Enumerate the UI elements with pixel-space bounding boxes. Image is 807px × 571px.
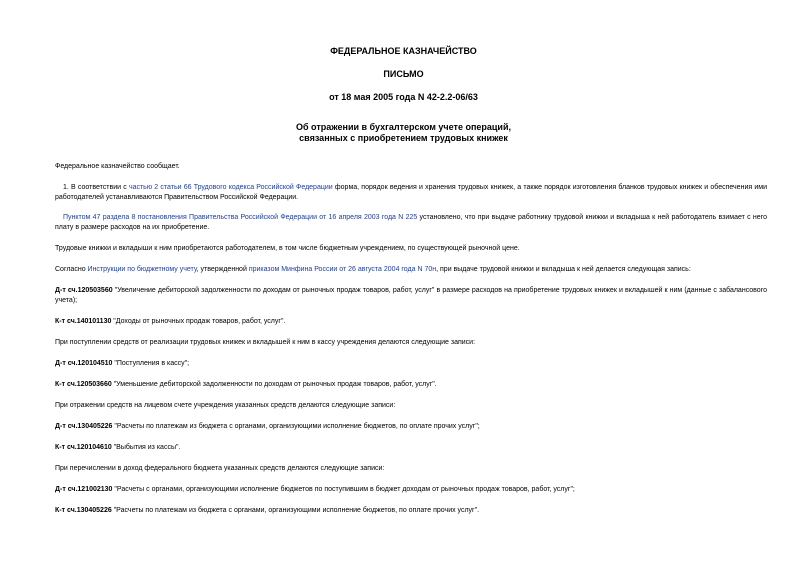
- paragraph-4-text-a: Согласно: [55, 266, 88, 273]
- government-decree-link[interactable]: Пунктом 47 раздела 8 постановления Правительства Российской Федерации от 16 апреля 2003 года N 225: [63, 214, 418, 221]
- doc-title-line-2: связанных с приобретением трудовых книжек: [299, 133, 508, 143]
- paragraph-2-text: установлено, что при выдаче работнику трудовой книжки и вкладыша к ней работодатель взимает с него плату в размере расходов на их приобретение.: [55, 214, 767, 231]
- org-name: ФЕДЕРАЛЬНОЕ КАЗНАЧЕЙСТВО: [330, 46, 477, 56]
- entry-1: [55, 286, 767, 306]
- entry-1-text: "Увеличение дебиторской задолженности по доходам от рыночных продаж товаров, работ, услуг" в размере расходов на приобретение трудовых книжек и вкладышей к ним (данные с забалансового учета);: [55, 287, 767, 304]
- paragraph-4-text-b: , утвержденной: [196, 266, 249, 273]
- paragraph-6-text: При отражении средств на лицевом счете учреждения указанных средств делаются следующие записи:: [55, 402, 396, 409]
- entry-7-text: "Расчеты с органами, организующими исполнение бюджетов по поступившим в бюджет доходам от рыночных продаж товаров, работ, услуг";: [112, 486, 575, 493]
- budget-instruction-link[interactable]: Инструкции по бюджетному учету: [87, 266, 197, 273]
- paragraph-1-text-a: 1. В соответствии с: [63, 184, 129, 191]
- paragraph-1: [55, 183, 767, 203]
- paragraph-1-text-b: форма, порядок ведения и хранения трудовых книжек, а также порядок изготовления бланков трудовых книжек и обеспечения ими работодателей устанавливаются Правительством Российской Федерации.: [55, 184, 767, 201]
- entry-1-account: Д-т сч.120503560: [55, 287, 113, 294]
- doc-date-number: от 18 мая 2005 года N 42-2.2-06/63: [329, 92, 478, 102]
- paragraph-5-text: При поступлении средств от реализации трудовых книжек и вкладышей к ним в кассу учреждения делаются следующие записи:: [55, 339, 476, 346]
- paragraph-6: [55, 401, 767, 411]
- entry-8-text: "Расчеты по платежам из бюджета с органами, организующими исполнение бюджетов, по оплате прочих услуг".: [111, 507, 480, 514]
- entry-6-account: К-т сч.120104610: [55, 444, 112, 451]
- entry-3-account: Д-т сч.120104510: [55, 360, 113, 367]
- entry-5: [55, 422, 767, 432]
- entry-4: [55, 380, 767, 390]
- paragraph-5: [55, 338, 767, 348]
- entry-5-account: Д-т сч.130405226: [55, 423, 113, 430]
- entry-8-account: К-т сч.130405226: [55, 507, 112, 514]
- doc-title-line-1: Об отражении в бухгалтерском учете операций,: [296, 122, 511, 132]
- labor-code-link[interactable]: частью 2 статьи 66 Трудового кодекса Российской Федерации: [128, 184, 333, 191]
- paragraph-4-text-c: , при выдаче трудовой книжки и вкладыша к ней делается следующая запись:: [436, 266, 691, 273]
- paragraph-2: [55, 213, 767, 233]
- entry-4-text: "Уменьшение дебиторской задолженности по доходам от рыночных продаж товаров, работ, услуг".: [111, 381, 437, 388]
- paragraph-intro-text: Федеральное казначейство сообщает.: [55, 163, 180, 170]
- entry-3: [55, 359, 767, 369]
- entry-4-account: К-т сч.120503660: [55, 381, 112, 388]
- paragraph-7-text: При перечислении в доход федерального бюджета указанных средств делаются следующие записи:: [55, 465, 385, 472]
- paragraph-4: [55, 265, 767, 275]
- doc-type: ПИСЬМО: [383, 69, 424, 79]
- entry-7: [55, 485, 767, 495]
- entry-8: [55, 506, 767, 516]
- minfin-order-link[interactable]: приказом Минфина России от 26 августа 2004 года N 70н: [248, 266, 437, 273]
- entry-5-text: "Расчеты по платежам из бюджета с органами, организующими исполнение бюджетов, по оплате прочих услуг";: [112, 423, 480, 430]
- entry-2-text: "Доходы от рыночных продаж товаров, работ, услуг".: [111, 318, 286, 325]
- paragraph-3: [55, 244, 767, 254]
- paragraph-intro: [55, 162, 767, 172]
- entry-2-account: К-т сч.140101130: [55, 318, 112, 325]
- entry-2: [55, 317, 767, 327]
- entry-6: [55, 443, 767, 453]
- paragraph-7: [55, 464, 767, 474]
- entry-7-account: Д-т сч.121002130: [55, 486, 113, 493]
- paragraph-3-text: Трудовые книжки и вкладыши к ним приобретаются работодателем, в том числе бюджетным учреждением, по существующей рыночной цене.: [55, 245, 520, 252]
- entry-3-text: "Поступления в кассу";: [112, 360, 190, 367]
- entry-6-text: "Выбытия из кассы".: [111, 444, 181, 451]
